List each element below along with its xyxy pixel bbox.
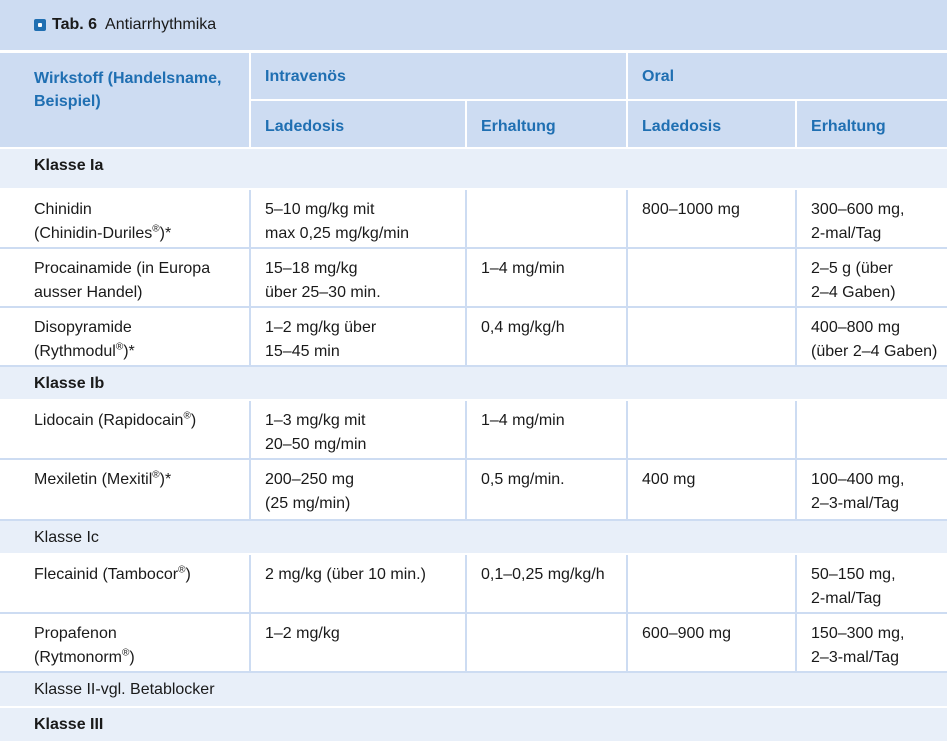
iv-ladedosis-cell: 5–10 mg/kg mit max 0,25 mg/kg/min	[250, 189, 466, 248]
table-title-bar	[0, 0, 947, 50]
header-iv-erhaltung: Erhaltung	[466, 100, 627, 148]
oral-erhaltung-cell: 150–300 mg, 2–3-mal/Tag	[796, 613, 947, 672]
drug-cell: Mexiletin (Mexitil®)*	[0, 459, 250, 520]
drug-cell: Disopyramide (Rythmodul®)*	[0, 307, 250, 366]
oral-ladedosis-cell: 600–900 mg	[627, 613, 796, 672]
class-row-ii	[0, 672, 947, 707]
oral-ladedosis-cell	[627, 248, 796, 307]
drug-cell: Chinidin (Chinidin-Duriles®)*	[0, 189, 250, 248]
table-row-flecainid	[0, 554, 947, 613]
header-oral: Oral	[627, 53, 947, 100]
iv-ladedosis-cell: 1–2 mg/kg	[250, 613, 466, 672]
oral-erhaltung-cell: 2–5 g (über 2–4 Gaben)	[796, 248, 947, 307]
drug-cell: Propafenon (Rytmonorm®)	[0, 613, 250, 672]
table-row-chinidin	[0, 189, 947, 248]
oral-erhaltung-cell: 300–600 mg, 2-mal/Tag	[796, 189, 947, 248]
class-label: Klasse Ia	[0, 148, 947, 189]
iv-erhaltung-cell: 1–4 mg/min	[466, 400, 627, 459]
iv-ladedosis-cell: 2 mg/kg (über 10 min.)	[250, 554, 466, 613]
header-iv-ladedosis: Ladedosis	[250, 100, 466, 148]
oral-erhaltung-cell: 400–800 mg (über 2–4 Gaben)	[796, 307, 947, 366]
oral-ladedosis-cell: 400 mg	[627, 459, 796, 520]
table-row-procainamide	[0, 248, 947, 307]
iv-ladedosis-cell: 200–250 mg (25 mg/min)	[250, 459, 466, 520]
iv-ladedosis-cell: 1–2 mg/kg über 15–45 min	[250, 307, 466, 366]
iv-ladedosis-cell: 15–18 mg/kg über 25–30 min.	[250, 248, 466, 307]
drug-cell: Flecainid (Tambocor®)	[0, 554, 250, 613]
iv-erhaltung-cell: 0,5 mg/min.	[466, 459, 627, 520]
drug-cell: Lidocain (Rapidocain®)	[0, 400, 250, 459]
table-title: Antiarrhythmika	[105, 16, 217, 33]
table-row-lidocain	[0, 400, 947, 459]
antiarrhythmika-table	[0, 53, 947, 743]
drug-cell: Procainamide (in Europa ausser Handel)	[0, 248, 250, 307]
header-oral-ladedosis: Ladedosis	[627, 100, 796, 148]
class-row-ib	[0, 366, 947, 400]
oral-ladedosis-cell	[627, 554, 796, 613]
class-label: Klasse Ib	[0, 366, 947, 400]
class-label: Klasse III	[0, 707, 947, 742]
class-row-ia	[0, 148, 947, 189]
class-label: Klasse II-vgl. Betablocker	[0, 672, 947, 707]
header-intravenoes: Intravenös	[250, 53, 627, 100]
square-bullet-icon	[34, 19, 46, 31]
oral-erhaltung-cell: 100–400 mg, 2–3-mal/Tag	[796, 459, 947, 520]
iv-erhaltung-cell: 0,4 mg/kg/h	[466, 307, 627, 366]
oral-ladedosis-cell	[627, 400, 796, 459]
oral-erhaltung-cell	[796, 400, 947, 459]
header-row-groups	[0, 53, 947, 100]
table-row-disopyramide	[0, 307, 947, 366]
iv-erhaltung-cell: 1–4 mg/min	[466, 248, 627, 307]
oral-ladedosis-cell: 800–1000 mg	[627, 189, 796, 248]
header-wirkstoff: Wirkstoff (Handelsname, Beispiel)	[0, 53, 250, 148]
table-row-mexiletin	[0, 459, 947, 520]
table-number: Tab. 6	[52, 16, 98, 33]
class-row-ic	[0, 520, 947, 554]
iv-erhaltung-cell	[466, 613, 627, 672]
class-label: Klasse Ic	[0, 520, 947, 554]
class-row-iii	[0, 707, 947, 742]
oral-erhaltung-cell: 50–150 mg, 2-mal/Tag	[796, 554, 947, 613]
header-oral-erhaltung: Erhaltung	[796, 100, 947, 148]
iv-erhaltung-cell	[466, 189, 627, 248]
iv-ladedosis-cell: 1–3 mg/kg mit 20–50 mg/min	[250, 400, 466, 459]
iv-erhaltung-cell: 0,1–0,25 mg/kg/h	[466, 554, 627, 613]
table-row-propafenon	[0, 613, 947, 672]
oral-ladedosis-cell	[627, 307, 796, 366]
